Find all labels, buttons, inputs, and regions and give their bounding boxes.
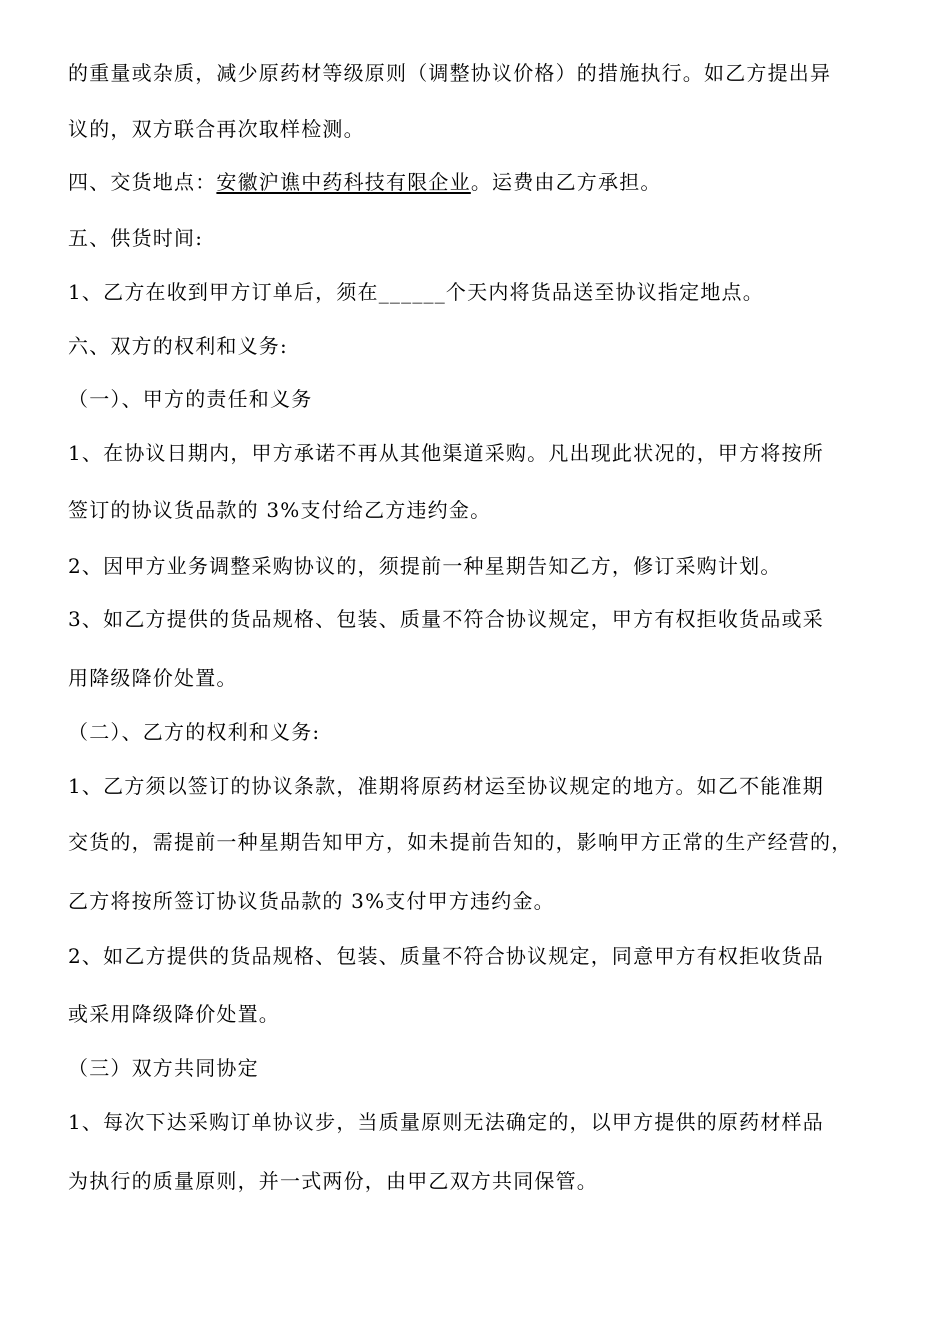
paragraph-line: 交货的，需提前一种星期告知甲方，如未提前告知的，影响甲方正常的生产经营的， (68, 830, 853, 854)
paragraph-line: 1、在协议日期内，甲方承诺不再从其他渠道采购。凡出现此状况的，甲方将按所 (68, 441, 824, 465)
paragraph-line: 的重量或杂质，减少原药材等级原则（调整协议价格）的措施执行。如乙方提出异 (68, 61, 832, 85)
subsection-heading: （二）、乙方的权利和义务: (68, 720, 321, 744)
delivery-place-label: 四、交货地点： (68, 170, 217, 194)
paragraph-line: 1、每次下达采购订单协议步，当质量原则无法确定的，以甲方提供的原药材样品 (68, 1110, 824, 1134)
delivery-place-line (68, 170, 662, 194)
delivery-place-value: 安徽沪谯中药科技有限企业 (216, 170, 471, 194)
paragraph-line: 或采用降级降价处置。 (68, 1002, 280, 1026)
section-heading: 六、双方的权利和义务: (68, 334, 288, 358)
paragraph-line: 1、乙方在收到甲方订单后，须在______个天内将货品送至协议指定地点。 (68, 280, 764, 304)
paragraph-line: 为执行的质量原则，并一式两份，由甲乙双方共同保管。 (68, 1169, 598, 1193)
paragraph-line: 2、如乙方提供的货品规格、包装、质量不符合协议规定，同意甲方有权拒收货品 (68, 944, 824, 968)
section-heading: 五、供货时间: (68, 226, 204, 250)
paragraph-line: 2、因甲方业务调整采购协议的，须提前一种星期告知乙方，修订采购计划。 (68, 554, 782, 578)
paragraph-line: 签订的协议货品款的 3%支付给乙方违约金。 (68, 498, 492, 522)
paragraph-line: 3、如乙方提供的货品规格、包装、质量不符合协议规定，甲方有权拒收货品或采 (68, 607, 824, 631)
paragraph-line: 乙方将按所签订协议货品款的 3%支付甲方违约金。 (68, 889, 555, 913)
paragraph-line: 用降级降价处置。 (68, 666, 238, 690)
freight-note: 。运费由乙方承担。 (470, 170, 662, 194)
subsection-heading: （三）双方共同协定 (68, 1056, 259, 1080)
subsection-heading: （一）、甲方的责任和义务 (68, 387, 313, 411)
paragraph-line: 议的，双方联合再次取样检测。 (68, 117, 365, 141)
paragraph-line: 1、乙方须以签订的协议条款，准期将原药材运至协议规定的地方。如乙不能准期 (68, 774, 824, 798)
